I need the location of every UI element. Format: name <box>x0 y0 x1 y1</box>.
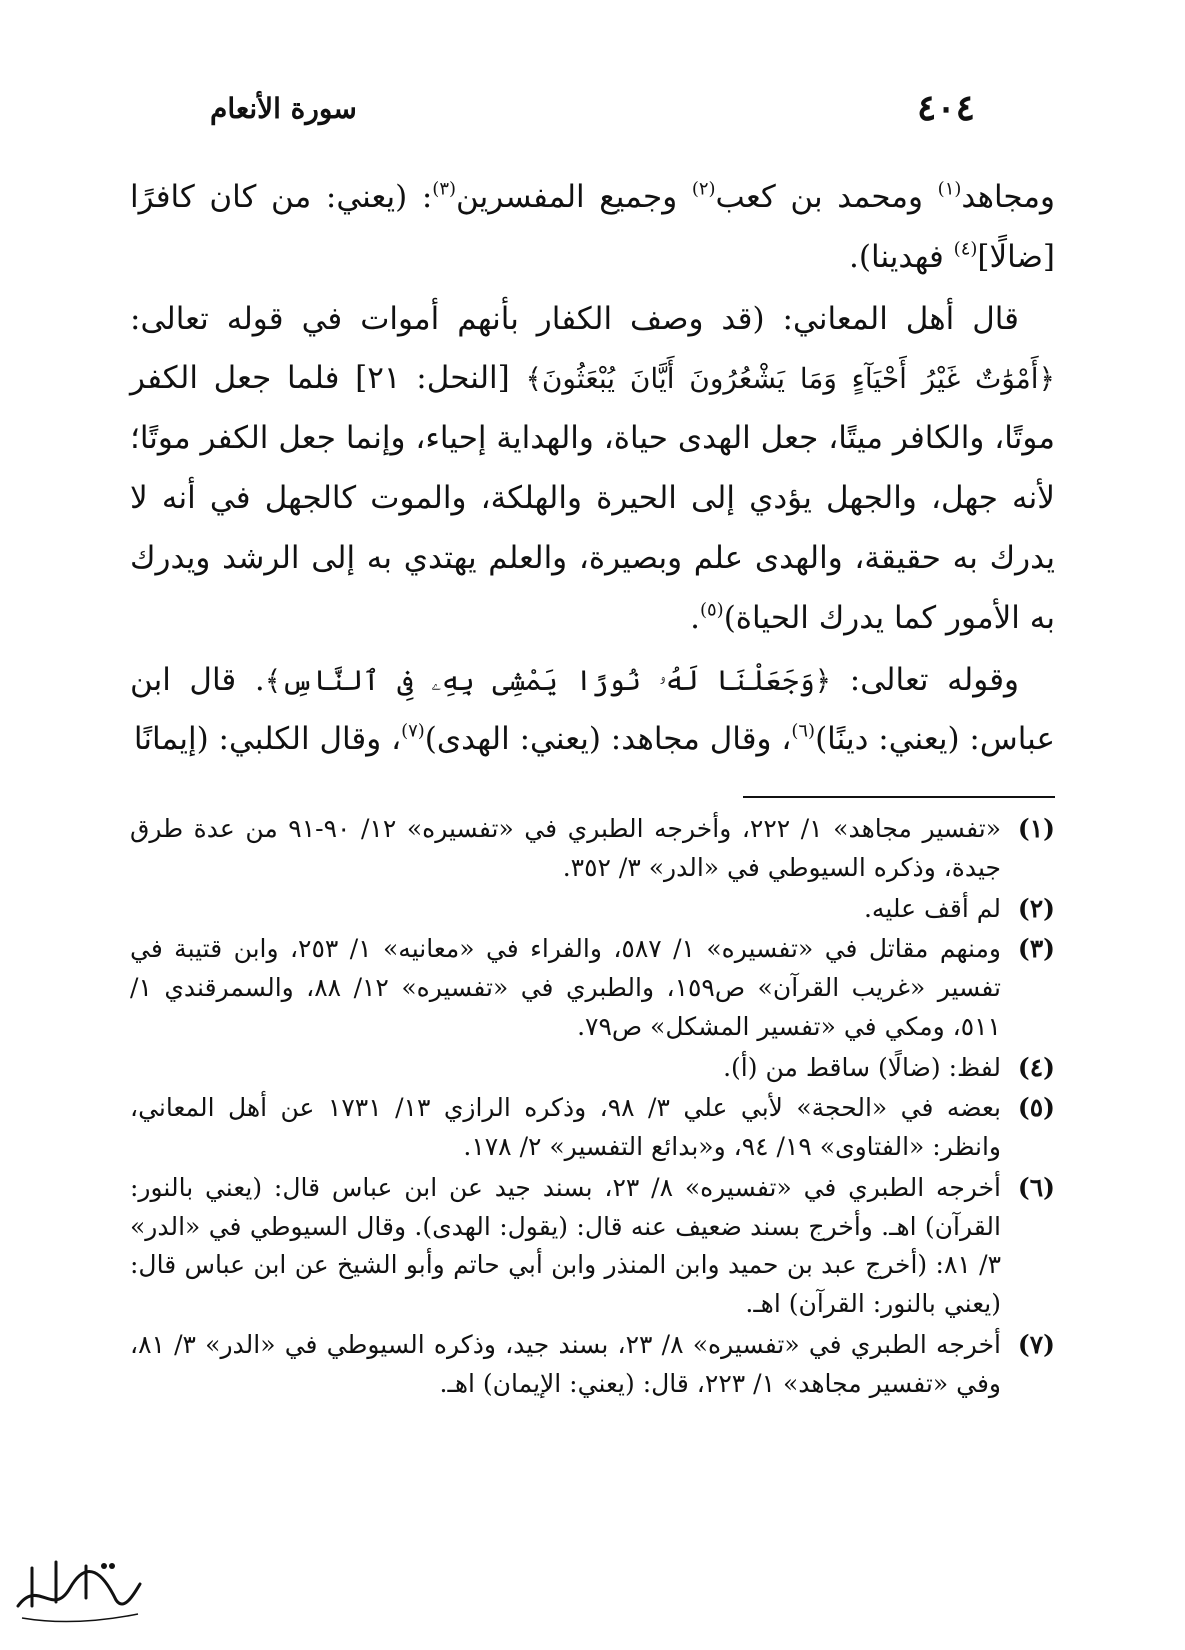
text-run: ، وقال الكلبي: (إيمانًا <box>133 721 402 758</box>
footnote-number: (٥) <box>1017 1093 1055 1123</box>
text-run: : (يعني: من كان كافرًا [ضالًا] <box>130 179 1055 275</box>
footnote-number: (١) <box>1017 814 1055 843</box>
text-run: . <box>690 599 700 636</box>
text-run: [النحل: ٢١] فلما جعل الكفر موتًا، والكافر ميتًا، جعل الهدى حياة، والهداية إحياء، وإنما جعل الكفر موتًا؛ لأنه جهل، والجهل يؤدي إلى الحيرة والهلكة، والموت كالجهل في أنه لا يدرك به حقيقة، والهدى علم وبصيرة، والعلم يهتدي به إلى الرشد ويدرك به الأمور كما يدرك الحياة) <box>130 360 1055 636</box>
footnote-text: ومنهم مقاتل في «تفسيره» ١/ ٥٨٧، والفراء في «معانيه» ١/ ٢٥٣، وابن قتيبة في تفسير «غريب القرآن» ص١٥٩، والطبري في «تفسيره» ١٢/ ٨٨، والسمرقندي ١/ ٥١١، ومكي في «تفسير المشكل» ص٧٩. <box>130 934 1001 1041</box>
text-run: وقوله تعالى: <box>831 661 1019 698</box>
footnote-number: (٦) <box>1017 1172 1055 1202</box>
footnote-text: «تفسير مجاهد» ١/ ٢٢٢، وأخرجه الطبري في «تفسيره» ١٢/ ٩٠-٩١ من عدة طرق جيدة، وذكره السيوطي في «الدر» ٣/ ٣٥٢. <box>130 814 1001 882</box>
footnote <box>130 890 1055 929</box>
main-text <box>130 168 1055 772</box>
text-run: فهدينا). <box>849 238 954 275</box>
quran-verse: ﴿أَمْوَٰتٌ غَيْرُ أَحْيَآءٍ وَمَا يَشْعُرُونَ أَيَّانَ يُبْعَثُونَ﴾ <box>525 362 1055 396</box>
footnote-ref-7: (٧) <box>401 720 425 742</box>
footnote-separator <box>743 796 1055 798</box>
page-number: ٤٠٤ <box>916 87 975 129</box>
text-run: . قال ابن عباس: (يعني: دينًا) <box>130 661 1055 758</box>
footnote-number: (٤) <box>1017 1052 1055 1082</box>
footnote-ref-1: (١) <box>937 178 962 200</box>
footnote-text: أخرجه الطبري في «تفسيره» ٨/ ٢٣، بسند جيد، وذكره السيوطي في «الدر» ٣/ ٨١، وفي «تفسير مجاهد» ١/ ٢٢٣، قال: (يعني: الإيمان) اهـ. <box>130 1329 1001 1398</box>
footnote-text: أخرجه الطبري في «تفسيره» ٨/ ٢٣، بسند جيد عن ابن عباس قال: (يعني بالنور: القرآن) اهـ. وأخرج بسند ضعيف عنه قال: (يقول: الهدى). وقال السيوطي في «الدر» ٣/ ٨١: (أخرج عبد بن حميد وابن المنذر وابن أبي حاتم وأبو الشيخ عن ابن عباس قال: (يعني بالنور: القرآن) اهـ. <box>130 1172 1002 1318</box>
footnote-ref-6: (٦) <box>791 720 816 742</box>
footnote <box>130 930 1055 1046</box>
publisher-logo-icon <box>8 1548 148 1628</box>
paragraph-3 <box>130 651 1055 771</box>
footnote-ref-3: (٣) <box>432 178 456 200</box>
footnote-ref-5: (٥) <box>700 599 724 621</box>
paragraph-1 <box>130 168 1055 288</box>
footnote <box>130 1049 1055 1088</box>
footnote-number: (٣) <box>1017 934 1055 964</box>
text-run: ، وقال مجاهد: (يعني: الهدى) <box>424 721 792 758</box>
quran-verse: ﴿وَجَعَلْنَا لَهُۥ نُورًا يَمْشِى بِهِۦ فِى ٱلنَّاسِ﴾ <box>264 663 832 697</box>
text-run: ومجاهد <box>961 179 1056 215</box>
footnote <box>130 1326 1055 1404</box>
footnotes <box>130 810 1055 1405</box>
paragraph-2 <box>130 290 1055 649</box>
footnote-number: (٢) <box>1017 893 1055 923</box>
footnote <box>130 810 1055 888</box>
text-run: وجميع المفسرين <box>455 179 692 215</box>
footnote-text: بعضه في «الحجة» لأبي علي ٣/ ٩٨، وذكره الرازي ١٣/ ١٧٣١ عن أهل المعاني، وانظر: «الفتاوى» ١٩/ ٩٤، و«بدائع التفسير» ٢/ ١٧٨. <box>130 1093 1001 1161</box>
footnote-number: (٧) <box>1017 1329 1055 1359</box>
footnote-text: لفظ: (ضالًا) ساقط من (أ). <box>723 1052 1001 1082</box>
footnote-ref-4: (٤) <box>953 238 978 260</box>
footnote <box>130 1169 1055 1324</box>
page-header <box>210 78 975 138</box>
footnote <box>130 1089 1055 1167</box>
running-title: سورة الأنعام <box>210 91 357 125</box>
footnote-ref-2: (٢) <box>691 178 716 200</box>
text-run: ومحمد بن كعب <box>715 179 938 215</box>
footnote-text: لم أقف عليه. <box>863 893 1001 923</box>
text-run: قال أهل المعاني: (قد وصف الكفار بأنهم أموات في قوله تعالى: <box>130 300 1019 337</box>
